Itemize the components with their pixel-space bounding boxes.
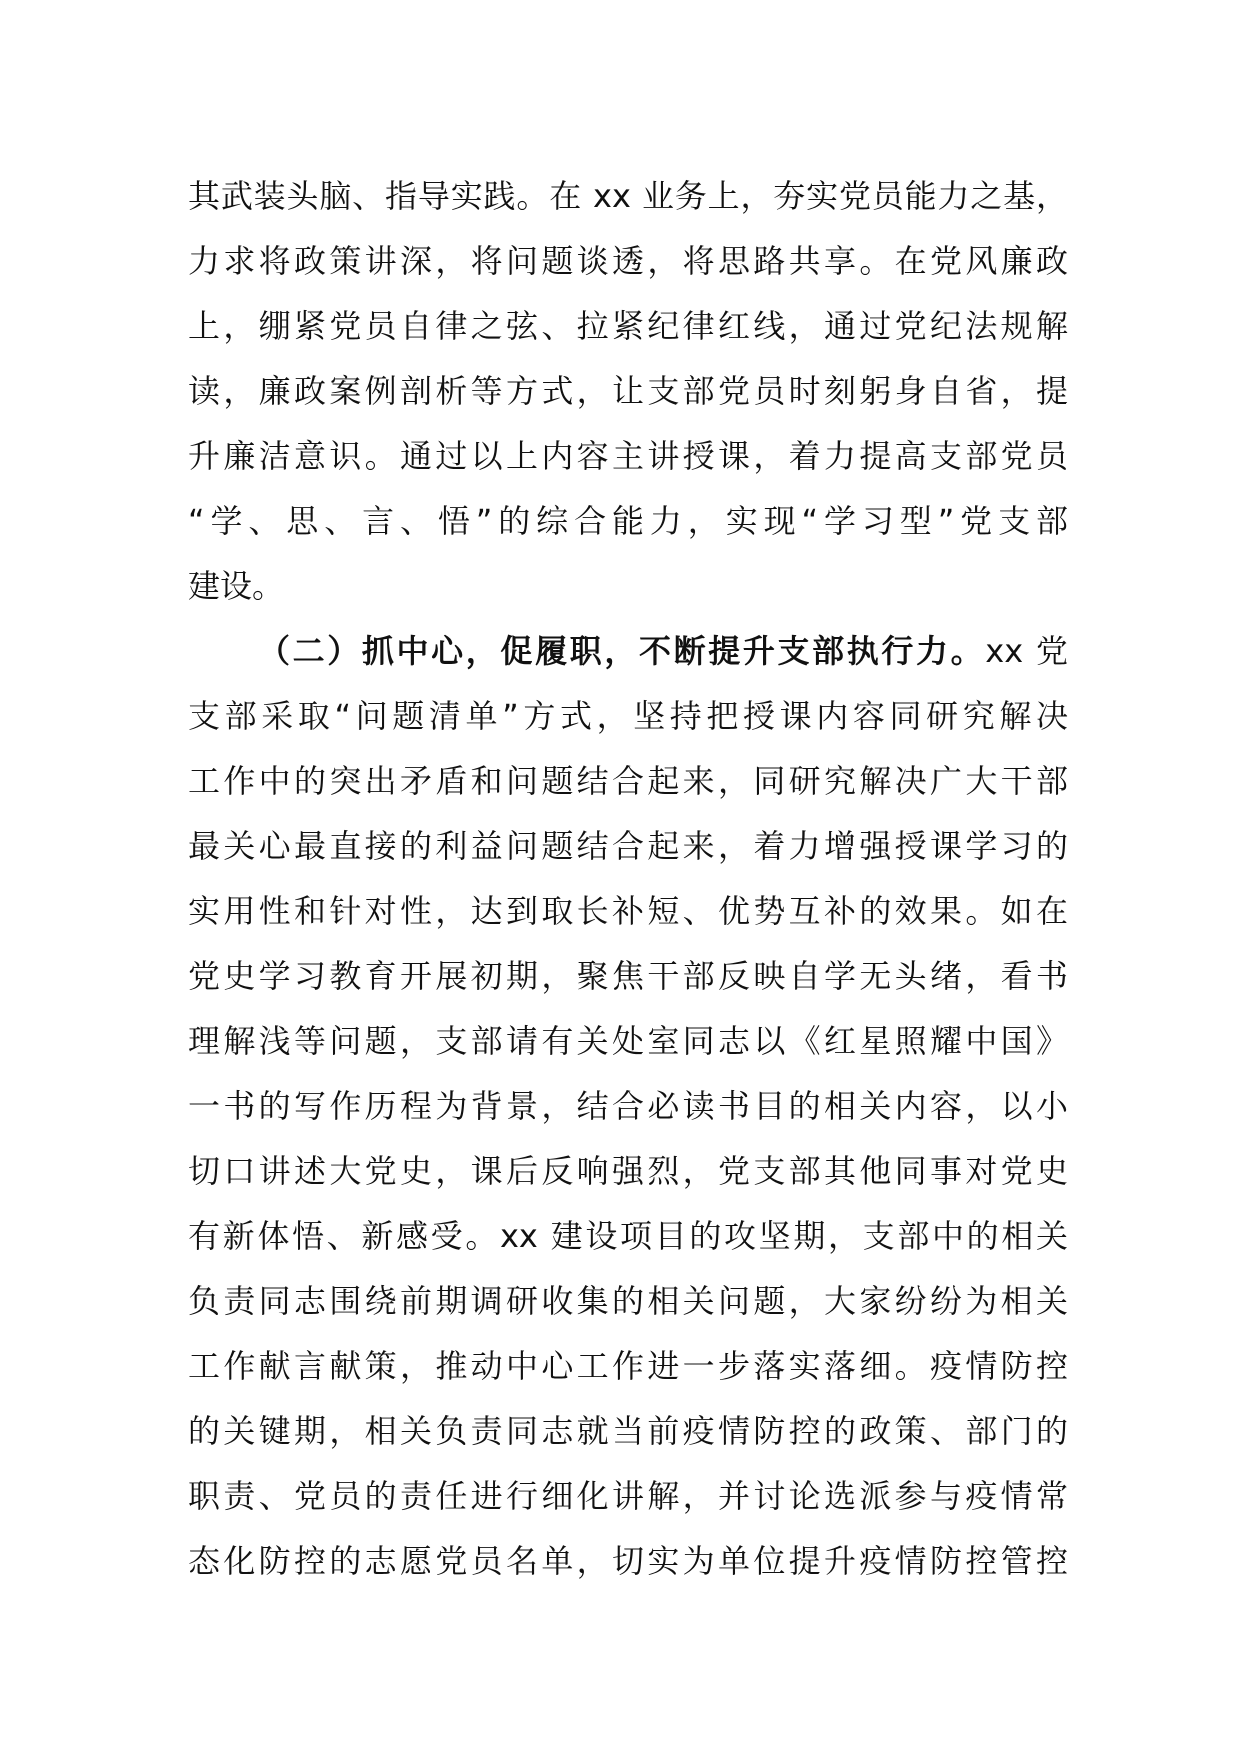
text-line: 建设。	[188, 567, 285, 605]
section-heading: （二）抓中心，促履职，不断提升支部执行力。	[258, 632, 986, 670]
text-line: 工作中的突出矛盾和问题结合起来，同研究解决广大干部	[188, 762, 1068, 800]
text-line: 切口讲述大党史，课后反响强烈，党支部其他同事对党史	[188, 1152, 1068, 1190]
text-line: 支部采取“问题清单”方式，坚持把授课内容同研究解决	[188, 697, 1068, 735]
text-line: 上，绷紧党员自律之弦、拉紧纪律红线，通过党纪法规解	[188, 307, 1068, 345]
text-line: “学、思、言、悟”的综合能力，实现“学习型”党支部	[188, 502, 1068, 540]
text-line: 实用性和针对性，达到取长补短、优势互补的效果。如在	[188, 892, 1068, 930]
text-line: 最关心最直接的利益问题结合起来，着力增强授课学习的	[188, 827, 1068, 865]
section-heading-continuation: xx 党	[985, 632, 1068, 670]
text-line: 一书的写作历程为背景，结合必读书目的相关内容，以小	[188, 1087, 1068, 1125]
text-line: 力求将政策讲深，将问题谈透，将思路共享。在党风廉政	[188, 242, 1068, 280]
text-line: 其武装头脑、指导实践。在 xx 业务上，夯实党员能力之基，	[188, 177, 1068, 215]
text-line: 党史学习教育开展初期，聚焦干部反映自学无头绪，看书	[188, 957, 1068, 995]
text-line: 理解浅等问题，支部请有关处室同志以《红星照耀中国》	[188, 1022, 1068, 1060]
body-text	[188, 164, 1068, 1594]
text-line: 读，廉政案例剖析等方式，让支部党员时刻躬身自省，提	[188, 372, 1068, 410]
text-line: 的关键期，相关负责同志就当前疫情防控的政策、部门的	[188, 1412, 1068, 1450]
text-line: 工作献言献策，推动中心工作进一步落实落细。疫情防控	[188, 1347, 1068, 1385]
section-heading-line	[188, 619, 1068, 684]
text-line: 态化防控的志愿党员名单，切实为单位提升疫情防控管控	[188, 1542, 1068, 1580]
text-line: 负责同志围绕前期调研收集的相关问题，大家纷纷为相关	[188, 1282, 1068, 1320]
text-line: 有新体悟、新感受。xx 建设项目的攻坚期，支部中的相关	[188, 1217, 1068, 1255]
text-line: 职责、党员的责任进行细化讲解，并讨论选派参与疫情常	[188, 1477, 1068, 1515]
text-line: 升廉洁意识。通过以上内容主讲授课，着力提高支部党员	[188, 437, 1068, 475]
